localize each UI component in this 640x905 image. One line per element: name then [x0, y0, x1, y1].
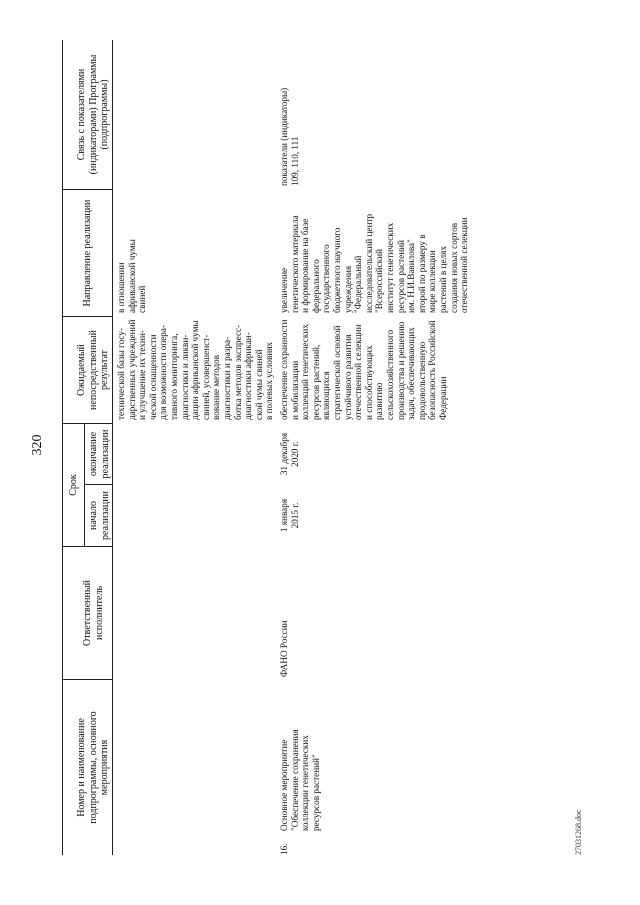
header-expected-result: Ожидаемый непосредственный результат — [76, 330, 110, 410]
implementation-direction: увеличение генетического материала и формирование на базе федерального государственного бюджетного научного учреждения "Федеральный исследовательский центр "Всероссийский институт генетических ресурсов растений им. Н.И.Вавилова" второй по размеру в мире коллекции растений в целях создания новых сортов отечественной селекции — [279, 213, 470, 313]
expected-result: обеспечение сохранности и мобилизации коллекций генетических ресурсов растений, являющихся стратегической основой устойчивого развития отечественной селекции и способствующих развитию сельскохозяйственного производства и решению задач, обеспечивающих продовольственную безопасность Российской Федерации — [279, 319, 448, 420]
table-top-border — [62, 40, 63, 855]
header-direction: Направление реализации — [82, 199, 93, 307]
end-date: 31 декабря 2020 г. — [279, 432, 300, 476]
document-code: 27031268.doc — [574, 809, 583, 855]
srok-inner-rule — [84, 424, 85, 547]
row-number: 16. — [279, 843, 289, 855]
header-number-name: Номер и наименование подпрограммы, основного мероприятия — [76, 711, 110, 824]
rotated-page — [30, 40, 590, 855]
header-srok: Срок — [68, 474, 79, 496]
program-indicators: показатели (индикаторы) 109, 110, 111 — [279, 87, 300, 186]
continued-direction: в отношении африканской чумы свиней — [116, 239, 148, 313]
event-name: Основное мероприятие "Обеспечение сохранения коллекции генетических ресурсов растений" — [279, 729, 321, 831]
header-end: окончание реализации — [88, 429, 111, 479]
header-indicators: Связь с показателями (индикаторами) Программы (подпрограммы) — [76, 54, 110, 175]
header-start: начало реализации — [88, 491, 111, 540]
header-executor: Ответственный исполнитель — [82, 580, 105, 646]
responsible-executor: ФАНО России — [279, 620, 289, 677]
page-number: 320 — [30, 434, 45, 456]
header-bottom-rule — [112, 40, 113, 855]
continued-result: технической базы госу- дарственных учреждений и улучшение их техни- ческой оснащенности для возможности опера- тивного мониторинга, диагностики и ликви- дации африканской чумы свиней, усовершенст- вование методов диагностики и разра- ботка методов экспресс- диагностики африкан- ской чумы свиней в полевых условиях — [116, 319, 275, 420]
start-date: 1 января 2015 г. — [279, 498, 300, 533]
